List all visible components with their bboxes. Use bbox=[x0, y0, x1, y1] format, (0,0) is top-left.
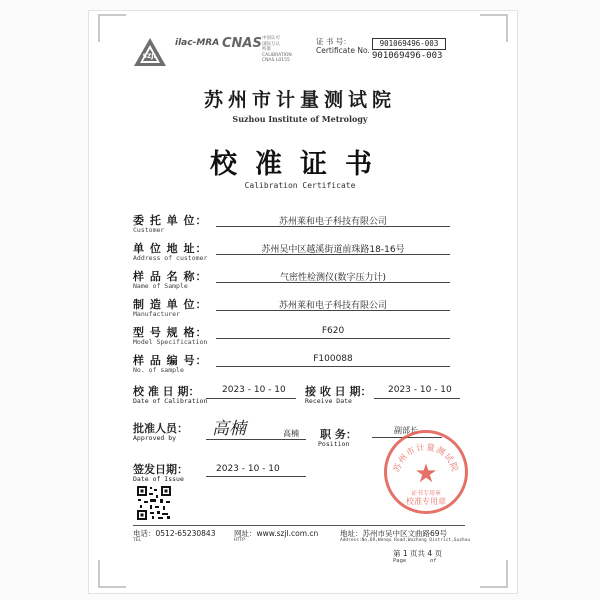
certificate-number-label bbox=[316, 37, 370, 55]
field-value: 气密性检测仪(数字压力计) bbox=[279, 273, 387, 283]
szjl-logo-icon bbox=[132, 36, 168, 68]
footer-rule bbox=[133, 525, 465, 526]
field-value: 苏州莱和电子科技有限公司 bbox=[278, 217, 387, 227]
field-label-cn: 型 号 规 格： bbox=[133, 326, 208, 339]
footer-website: 网址：www.szjl.com.cn bbox=[234, 529, 319, 538]
footer-phone-en: TEL bbox=[133, 538, 142, 543]
cnas-sub-line: CALIBRATION bbox=[262, 52, 292, 58]
field-value: 苏州莱和电子科技有限公司 bbox=[278, 301, 387, 311]
cert-no-label-en: Certificate No. bbox=[316, 46, 370, 55]
approver-underline bbox=[206, 439, 306, 440]
cnas-sub-line: CNAS L0155 bbox=[262, 58, 290, 63]
field-label-en: Customer bbox=[133, 226, 165, 234]
receive-date-underline bbox=[374, 398, 460, 399]
receive-date-value: 2023 - 10 - 10 bbox=[388, 385, 452, 395]
cnas-logo: CNAS bbox=[222, 36, 262, 51]
footer-address: 地址：苏州市吴中区文曲路69号 bbox=[340, 529, 448, 538]
calibration-date-underline bbox=[206, 398, 296, 399]
cert-no-label-cn: 证 书 号： bbox=[316, 37, 351, 46]
corner-ornament bbox=[98, 560, 126, 588]
page-number-en-left: Page bbox=[393, 558, 407, 564]
issue-date-label-cn: 签发日期： bbox=[133, 463, 188, 476]
institute-name-cn: 苏州市计量测试院 bbox=[203, 89, 396, 111]
field-underline bbox=[216, 254, 450, 255]
receive-date-label-cn: 接 收 日 期： bbox=[305, 385, 372, 398]
approver-name: 高楠 bbox=[283, 429, 299, 438]
calibration-date-label-cn: 校 准 日 期： bbox=[133, 385, 200, 398]
field-underline bbox=[216, 282, 450, 283]
corner-ornament bbox=[98, 14, 126, 42]
approved-by-label-cn: 批准人员： bbox=[133, 422, 188, 435]
certificate-number-box: 901069496-003 bbox=[372, 38, 446, 50]
page-number-en-right: of bbox=[430, 558, 437, 564]
stamp-bottom-text: 校准专用章 bbox=[406, 497, 446, 506]
field-label-cn: 样 品 编 号： bbox=[133, 354, 208, 367]
approved-by-label-en: Approved by bbox=[133, 434, 177, 442]
position-label-en: Position bbox=[318, 440, 350, 448]
field-label-cn: 委 托 单 位： bbox=[133, 214, 208, 227]
footer-address-en: Address:No.69,Wenqu Road,Wuzhong District,Suzhou bbox=[340, 538, 471, 543]
cnas-sub-line: 国际互认 bbox=[262, 41, 280, 47]
field-label-cn: 样 品 名 称： bbox=[133, 270, 208, 283]
official-stamp bbox=[384, 430, 468, 514]
position-value: 副部长 bbox=[394, 426, 418, 435]
ilac-mra-logo: ilac-MRA bbox=[175, 38, 220, 48]
field-label-en: No. of sample bbox=[133, 366, 184, 374]
issue-date-underline bbox=[206, 476, 306, 477]
position-label-cn: 职 务： bbox=[320, 428, 357, 441]
field-value: F100088 bbox=[313, 354, 353, 364]
issue-date-value: 2023 - 10 - 10 bbox=[216, 464, 280, 474]
certificate-title-en: Calibration Certificate bbox=[244, 181, 356, 190]
star-icon: ★ bbox=[414, 459, 438, 489]
approver-signature: 高楠 bbox=[212, 419, 246, 439]
field-value: F620 bbox=[321, 326, 345, 336]
field-label-cn: 单 位 地 址： bbox=[133, 242, 208, 255]
certificate-title-cn: 校准证书 bbox=[210, 149, 390, 180]
issue-date-label-en: Date of Issue bbox=[133, 475, 184, 483]
stamp-middle-text: 证书专用章 bbox=[410, 490, 441, 497]
calibration-date-value: 2023 - 10 - 10 bbox=[222, 385, 286, 395]
field-label-en: Name of Sample bbox=[133, 282, 188, 290]
page-number: 第 1 页共 4 页 bbox=[393, 549, 443, 558]
field-underline bbox=[216, 310, 450, 311]
field-underline bbox=[216, 338, 450, 339]
qr-code-icon bbox=[136, 485, 172, 521]
field-underline bbox=[216, 366, 450, 367]
footer-website-en: HTTP bbox=[234, 538, 245, 543]
receive-date-label-en: Receive Date bbox=[305, 397, 352, 405]
field-label-en: Model Specification bbox=[133, 338, 208, 346]
stamp-org-text: 苏州市计量测试院 bbox=[392, 442, 460, 474]
corner-ornament bbox=[480, 560, 508, 588]
cnas-sub-line: 中国认可 bbox=[262, 36, 280, 41]
field-label-en: Address of customer bbox=[133, 254, 208, 262]
field-label-cn: 制 造 单 位： bbox=[133, 298, 208, 311]
cnas-sub-line: 校准 bbox=[262, 47, 271, 52]
field-label-en: Manufacturer bbox=[133, 310, 180, 318]
field-value: 苏州吴中区越溪街道前珠路18-16号 bbox=[261, 245, 405, 255]
field-underline bbox=[216, 226, 450, 227]
institute-name-en: Suzhou Institute of Metrology bbox=[232, 114, 368, 124]
footer-phone: 电话：0512-65230843 bbox=[133, 529, 216, 538]
cnas-accreditation-text bbox=[262, 36, 292, 64]
certificate-number-value: 901069496-003 bbox=[372, 51, 443, 61]
corner-ornament bbox=[480, 14, 508, 42]
szjl-logo-text: SZJL bbox=[142, 53, 158, 60]
calibration-date-label-en: Date of Calibration bbox=[133, 397, 208, 405]
